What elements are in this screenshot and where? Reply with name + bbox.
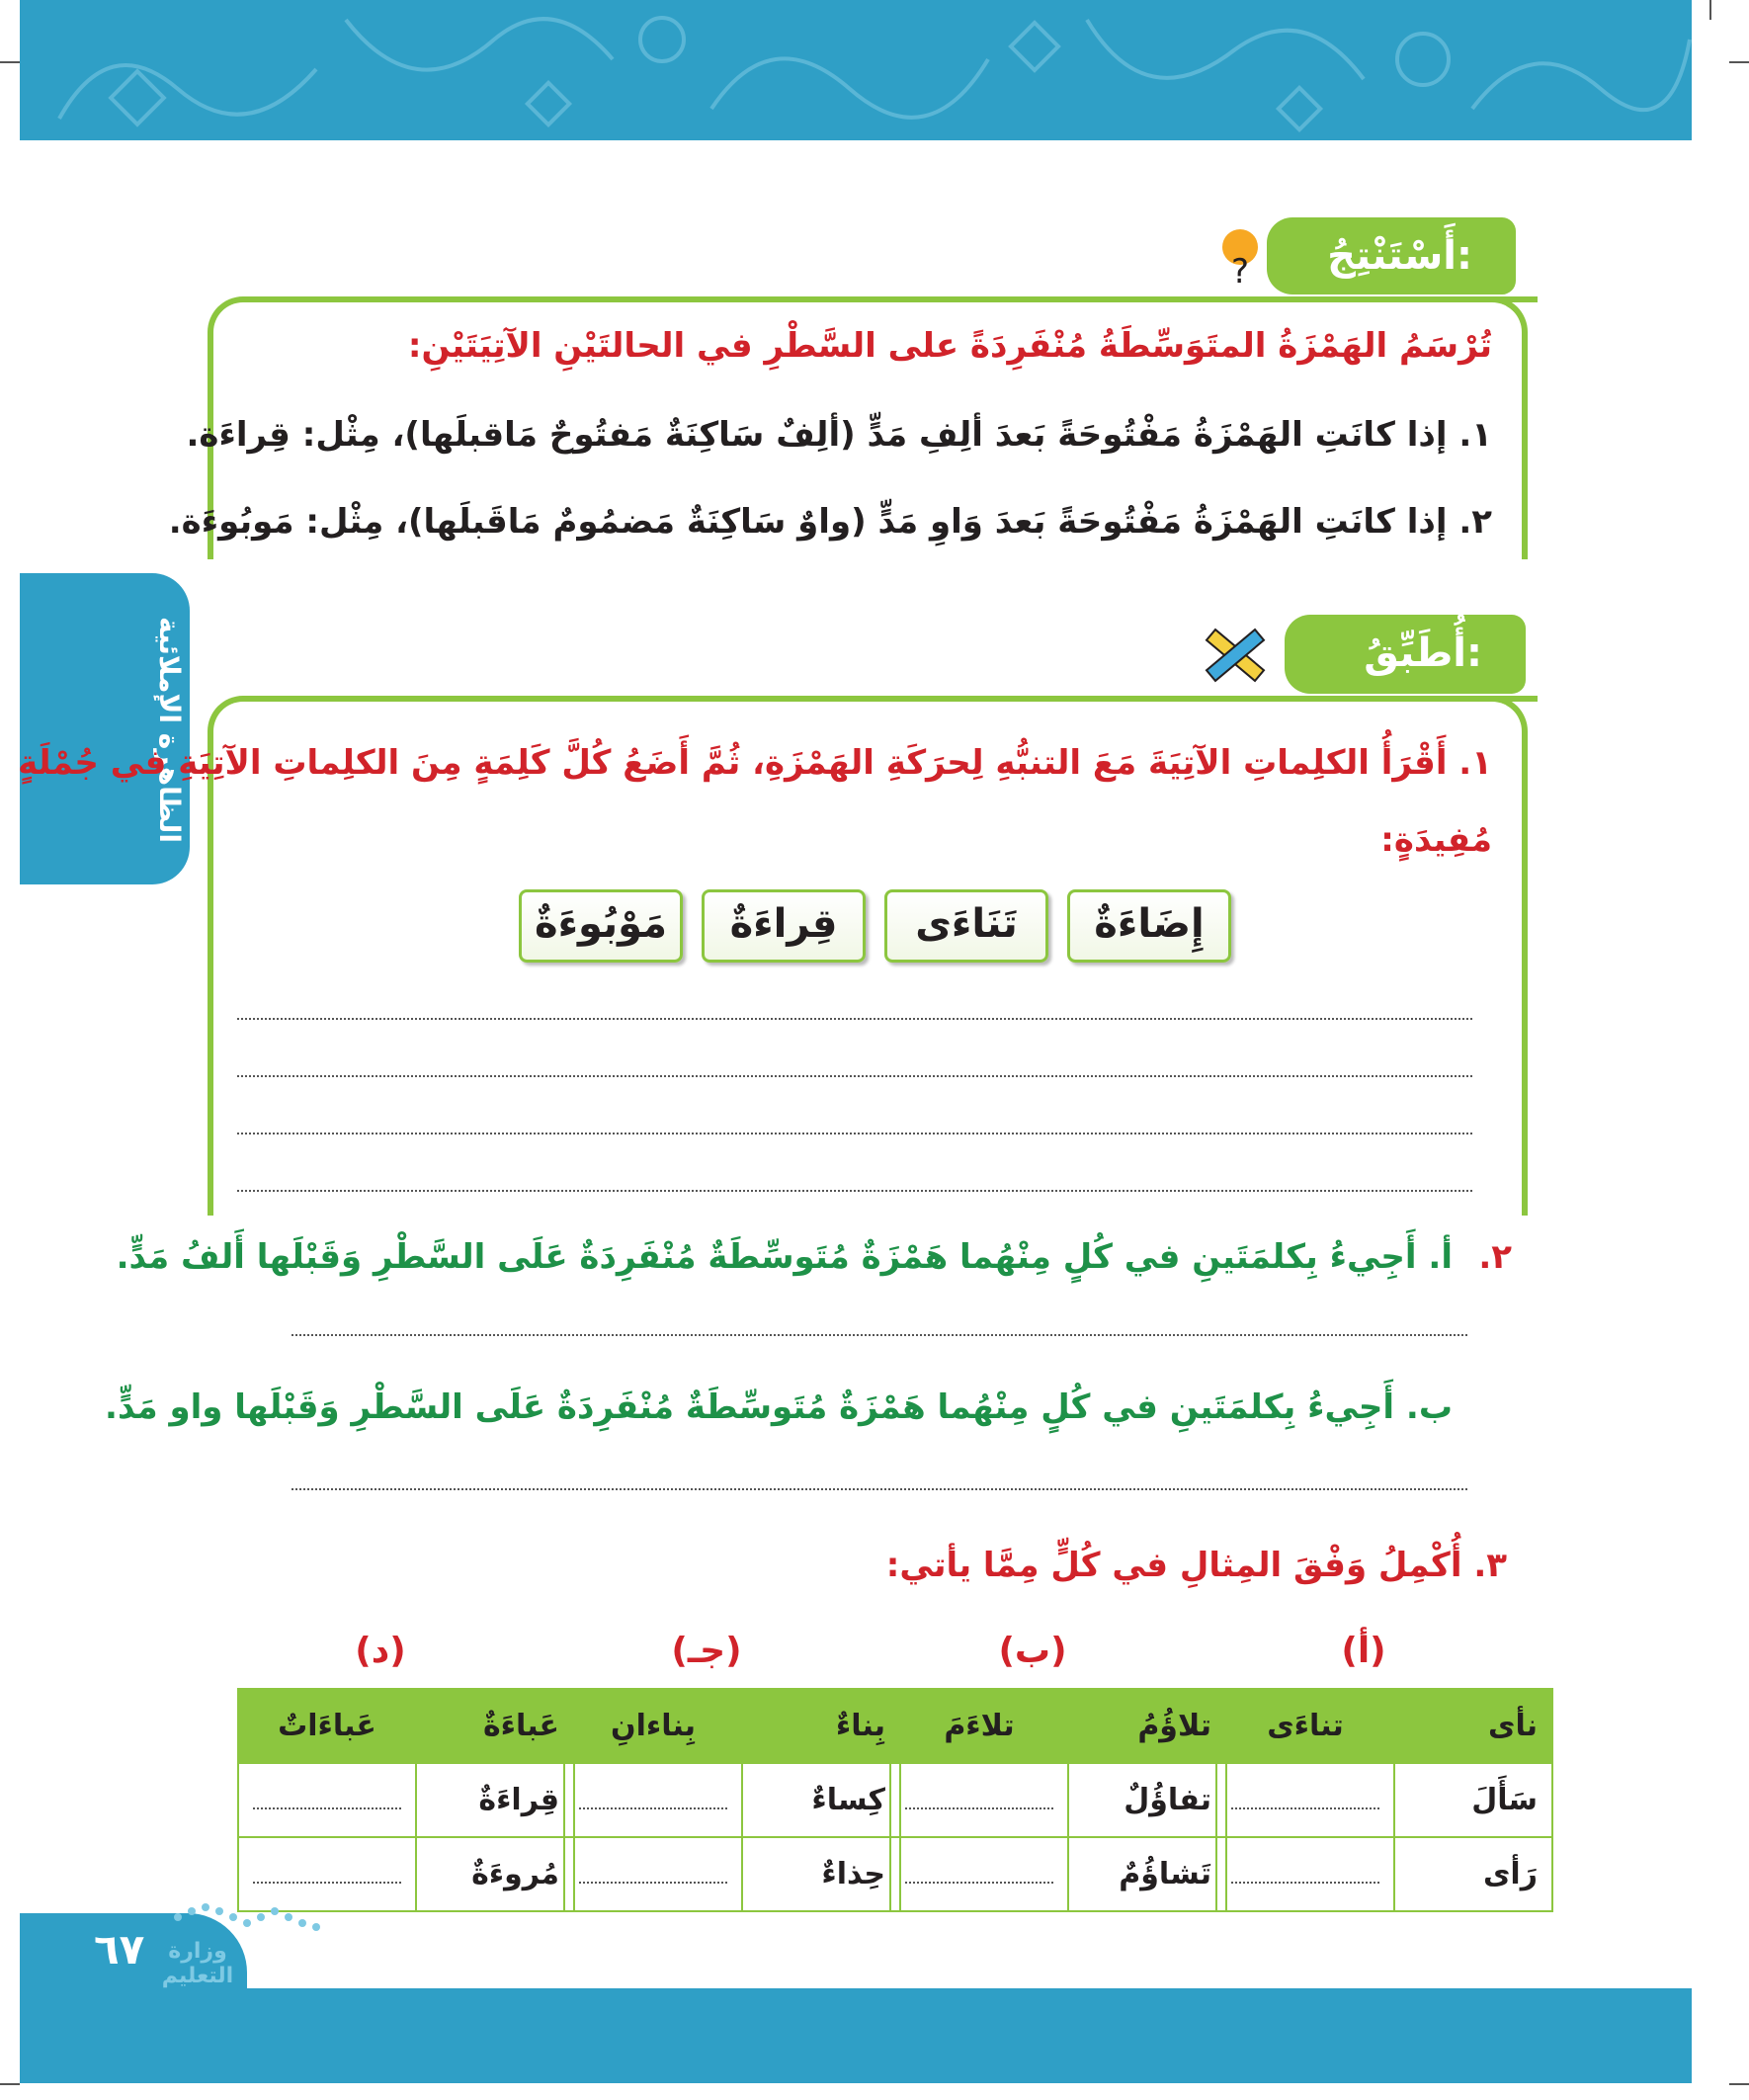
table-a-label: (أ): [1341, 1631, 1386, 1671]
table-cell: تفاؤُلٌ: [1068, 1763, 1226, 1837]
answer-line[interactable]: [237, 1075, 1472, 1077]
q2a-text: أ. أَجِيءُ بِكلمَتَينِ في كُلٍ مِنْهُما هَمْزَةٌ مُتَوسِّطَةٌ مُنْفَرِدَةٌ عَلَى السَّطْرِ وَقَبْلَها أَلفُ مَدٍّ.: [116, 1237, 1453, 1277]
answer-line[interactable]: [237, 1190, 1472, 1192]
table-row: [564, 1837, 900, 1911]
svg-text:?: ?: [1230, 252, 1250, 287]
answer-cell[interactable]: [238, 1763, 416, 1837]
table-row: [238, 1689, 574, 1763]
calligraphy-pattern-icon: [20, 0, 1692, 140]
conclude-heading: أَسْتَنْتِجُ:: [1267, 217, 1516, 294]
table-row: [1216, 1837, 1552, 1911]
answer-cell[interactable]: [1216, 1837, 1394, 1911]
side-tab: [20, 573, 190, 884]
apply-heading: أُطَبِّقُ:: [1285, 615, 1526, 694]
q2b-text: ب. أَجِيءُ بِكلمَتَينِ في كُلٍ مِنْهُما هَمْزَةٌ مُتَوسِّطَةٌ مُنْفَرِدَةٌ عَلَى السَّطْرِ وَقَبْلَها واو مَدٍّ.: [105, 1387, 1453, 1427]
table-c: [563, 1688, 901, 1912]
ministry-logo-icon: [158, 1897, 326, 1937]
table-row: [1216, 1689, 1552, 1763]
answer-line[interactable]: [292, 1488, 1467, 1490]
table-row: [564, 1689, 900, 1763]
table-row: [564, 1763, 900, 1837]
ruler-pencil-icon: [1196, 619, 1275, 690]
table-cell: نأى: [1394, 1689, 1552, 1763]
word-box-3: قِراءَةٌ: [702, 889, 866, 963]
page-number: ٦٧: [94, 1925, 145, 1974]
answer-cell[interactable]: [564, 1763, 742, 1837]
table-d: [237, 1688, 575, 1912]
conclude-case-1: ١. إذا كانَتِ الهَمْزَةُ مَفْتُوحَةً بَعدَ ألِفِ مَدٍّ (ألِفٌ سَاكِنَةٌ مَفتُوحٌ مَاقبلَها)، مِثْل: قِراءَة.: [186, 415, 1492, 455]
table-cell: تَشاؤُمٌ: [1068, 1837, 1226, 1911]
side-tab-label: الظاهرة الإملائية: [153, 616, 186, 843]
table-cell: قِراءَةٌ: [416, 1763, 574, 1837]
answer-line[interactable]: [292, 1334, 1467, 1336]
ministry-logo-text: وزارة التعليم: [161, 1939, 234, 1988]
table-row: [1216, 1763, 1552, 1837]
answer-cell[interactable]: [564, 1837, 742, 1911]
word-box-1: إِضَاءَةٌ: [1067, 889, 1231, 963]
answer-line[interactable]: [237, 1018, 1472, 1020]
top-banner: [20, 0, 1692, 140]
bottom-bar: [20, 1988, 1692, 2083]
table-cell: عَباءَاتٌ: [238, 1689, 416, 1763]
word-box-4: مَوْبُوءَةٌ: [519, 889, 683, 963]
table-row: [238, 1763, 574, 1837]
table-row: [890, 1689, 1226, 1763]
table-row: [890, 1837, 1226, 1911]
table-cell: كِساءٌ: [742, 1763, 900, 1837]
answer-line[interactable]: [237, 1133, 1472, 1134]
table-cell: بِناءٌ: [742, 1689, 900, 1763]
table-b-label: (ب): [998, 1631, 1067, 1671]
table-cell: تلاؤُمُ: [1068, 1689, 1226, 1763]
table-cell: مُروءَةٌ: [416, 1837, 574, 1911]
table-cell: حِذاءٌ: [742, 1837, 900, 1911]
table-b: [889, 1688, 1227, 1912]
q1-text-line1: ١. أَقْرَأُ الكلِماتِ الآتِيَةَ مَعَ التنبُّهِ لِحرَكَةِ الهَمْزَةِ، ثُمَّ أَضَعُ كُلَّ كَلِمَةٍ مِنَ الكلِماتِ الآتِيَةِ في جُمْلَةٍ: [18, 743, 1492, 783]
table-a: [1215, 1688, 1553, 1912]
answer-cell[interactable]: [890, 1837, 1068, 1911]
table-cell: سَأَلَ: [1394, 1763, 1552, 1837]
table-row: [890, 1763, 1226, 1837]
table-cell: تلاءَمَ: [890, 1689, 1068, 1763]
q1-text-line2: مُفِيدَةٍ:: [1380, 820, 1492, 860]
question-mark-icon: [1215, 225, 1265, 287]
conclude-case-2: ٢. إذا كانَتِ الهَمْزَةُ مَفْتُوحَةً بَعدَ وَاوِ مَدٍّ (واوٌ سَاكِنَةٌ مَضمُومٌ مَاقَبلَها)، مِثْل: مَوبُوءَة.: [168, 502, 1492, 542]
q3-text: ٣. أُكْمِلُ وَفْقَ المِثالِ في كُلٍّ مِمَّا يأتي:: [885, 1546, 1507, 1585]
table-cell: عَباءَةٌ: [416, 1689, 574, 1763]
table-cell: تناءَى: [1216, 1689, 1394, 1763]
q2-number: ٢.: [1478, 1237, 1512, 1277]
table-cell: بِناءانِ: [564, 1689, 742, 1763]
table-d-label: (د): [355, 1631, 406, 1671]
answer-cell[interactable]: [890, 1763, 1068, 1837]
table-cell: رَأى: [1394, 1837, 1552, 1911]
word-box-2: تَنَاءَى: [884, 889, 1048, 963]
answer-cell[interactable]: [1216, 1763, 1394, 1837]
table-c-label: (جـ): [671, 1631, 742, 1671]
rule-text: تُرْسَمُ الهَمْزَةُ المتَوَسِّطَةُ مُنْفَرِدَةً على السَّطْرِ في الحالتَيْنِ الآتِيَتَيْنِ:: [407, 326, 1492, 366]
